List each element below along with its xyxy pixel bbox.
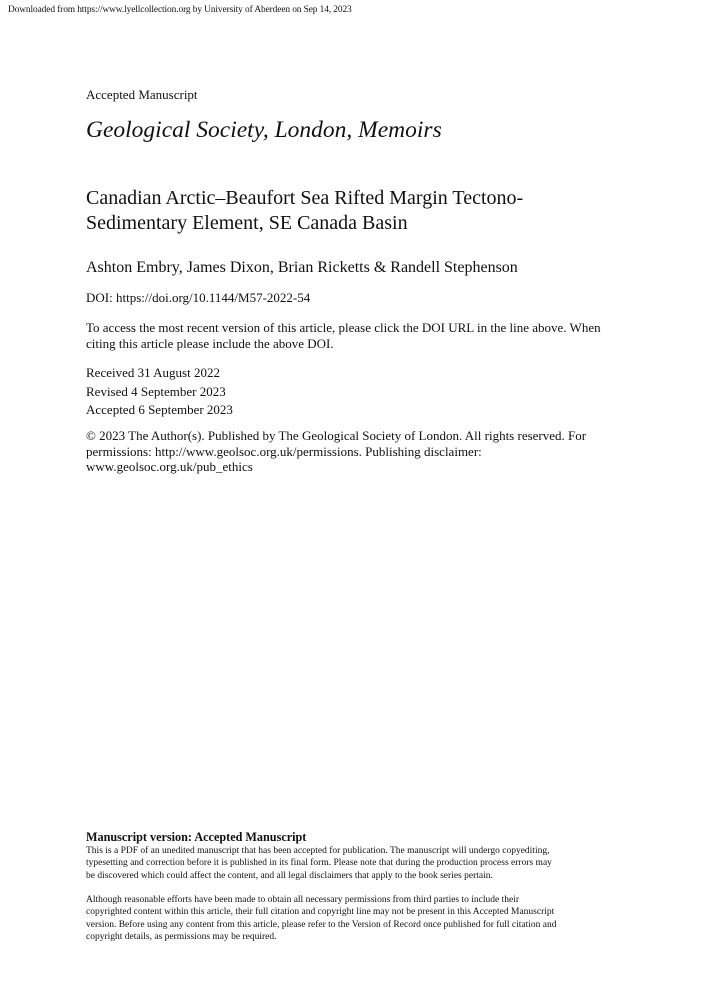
access-line-2: citing this article please include the above DOI. [86,336,334,351]
article-title [86,186,626,236]
manuscript-disclaimer-paragraph-1 [86,845,621,882]
copyright-line-1: © 2023 The Author(s). Published by The Geological Society of London. All rights reserved. For [86,428,587,443]
author-list: Ashton Embry, James Dixon, Brian Ricketts & Randell Stephenson [86,259,518,276]
disclaimer-1-line-2: typesetting and correction before it is published in its final form. Please note that during the production process errors may [86,858,552,869]
doi-link[interactable]: DOI: https://doi.org/10.1144/M57-2022-54 [86,290,311,305]
received-date: Received 31 August 2022 [86,365,220,380]
disclaimer-2-line-3: version. Before using any content from this article, please refer to the Version of Record once published for full citation and [86,919,557,930]
access-instructions [86,320,626,352]
copyright-notice [86,428,626,475]
disclaimer-2-line-4: copyright details, as permissions may be required. [86,931,277,942]
copyright-line-3[interactable]: www.geolsoc.org.uk/pub_ethics [86,459,253,474]
disclaimer-2-line-1: Although reasonable efforts have been made to obtain all necessary permissions from third parties to include their [86,895,520,905]
disclaimer-1-line-3: be discovered which could affect the content, and all legal disclaimers that apply to the book series pertain. [86,870,493,881]
copyright-line-2[interactable]: permissions: http://www.geolsoc.org.uk/permissions. Publishing disclaimer: [86,443,482,459]
access-line-1: To access the most recent version of this article, please click the DOI URL in the line above. When [86,320,601,335]
disclaimer-1-line-1: This is a PDF of an unedited manuscript that has been accepted for publication. The manuscript will undergo copyediting, [86,846,550,856]
download-notice: Downloaded from https://www.lyellcollection.org by University of Aberdeen on Sep 14, 2023 [8,5,352,15]
manuscript-version-heading: Manuscript version: Accepted Manuscript [86,830,307,844]
manuscript-disclaimer-paragraph-2 [86,894,621,943]
accepted-date: Accepted 6 September 2023 [86,402,233,417]
publication-dates [86,364,626,420]
revised-date: Revised 4 September 2023 [86,383,226,399]
disclaimer-2-line-2: copyrighted content within this article, their full citation and copyright line may not be present in this Accepted Manuscript [86,907,555,918]
article-title-line-2: Sedimentary Element, SE Canada Basin [86,212,408,234]
journal-name: Geological Society, London, Memoirs [86,117,442,143]
article-title-line-1: Canadian Arctic–Beaufort Sea Rifted Margin Tectono- [86,187,524,209]
manuscript-status-label: Accepted Manuscript [86,87,198,102]
